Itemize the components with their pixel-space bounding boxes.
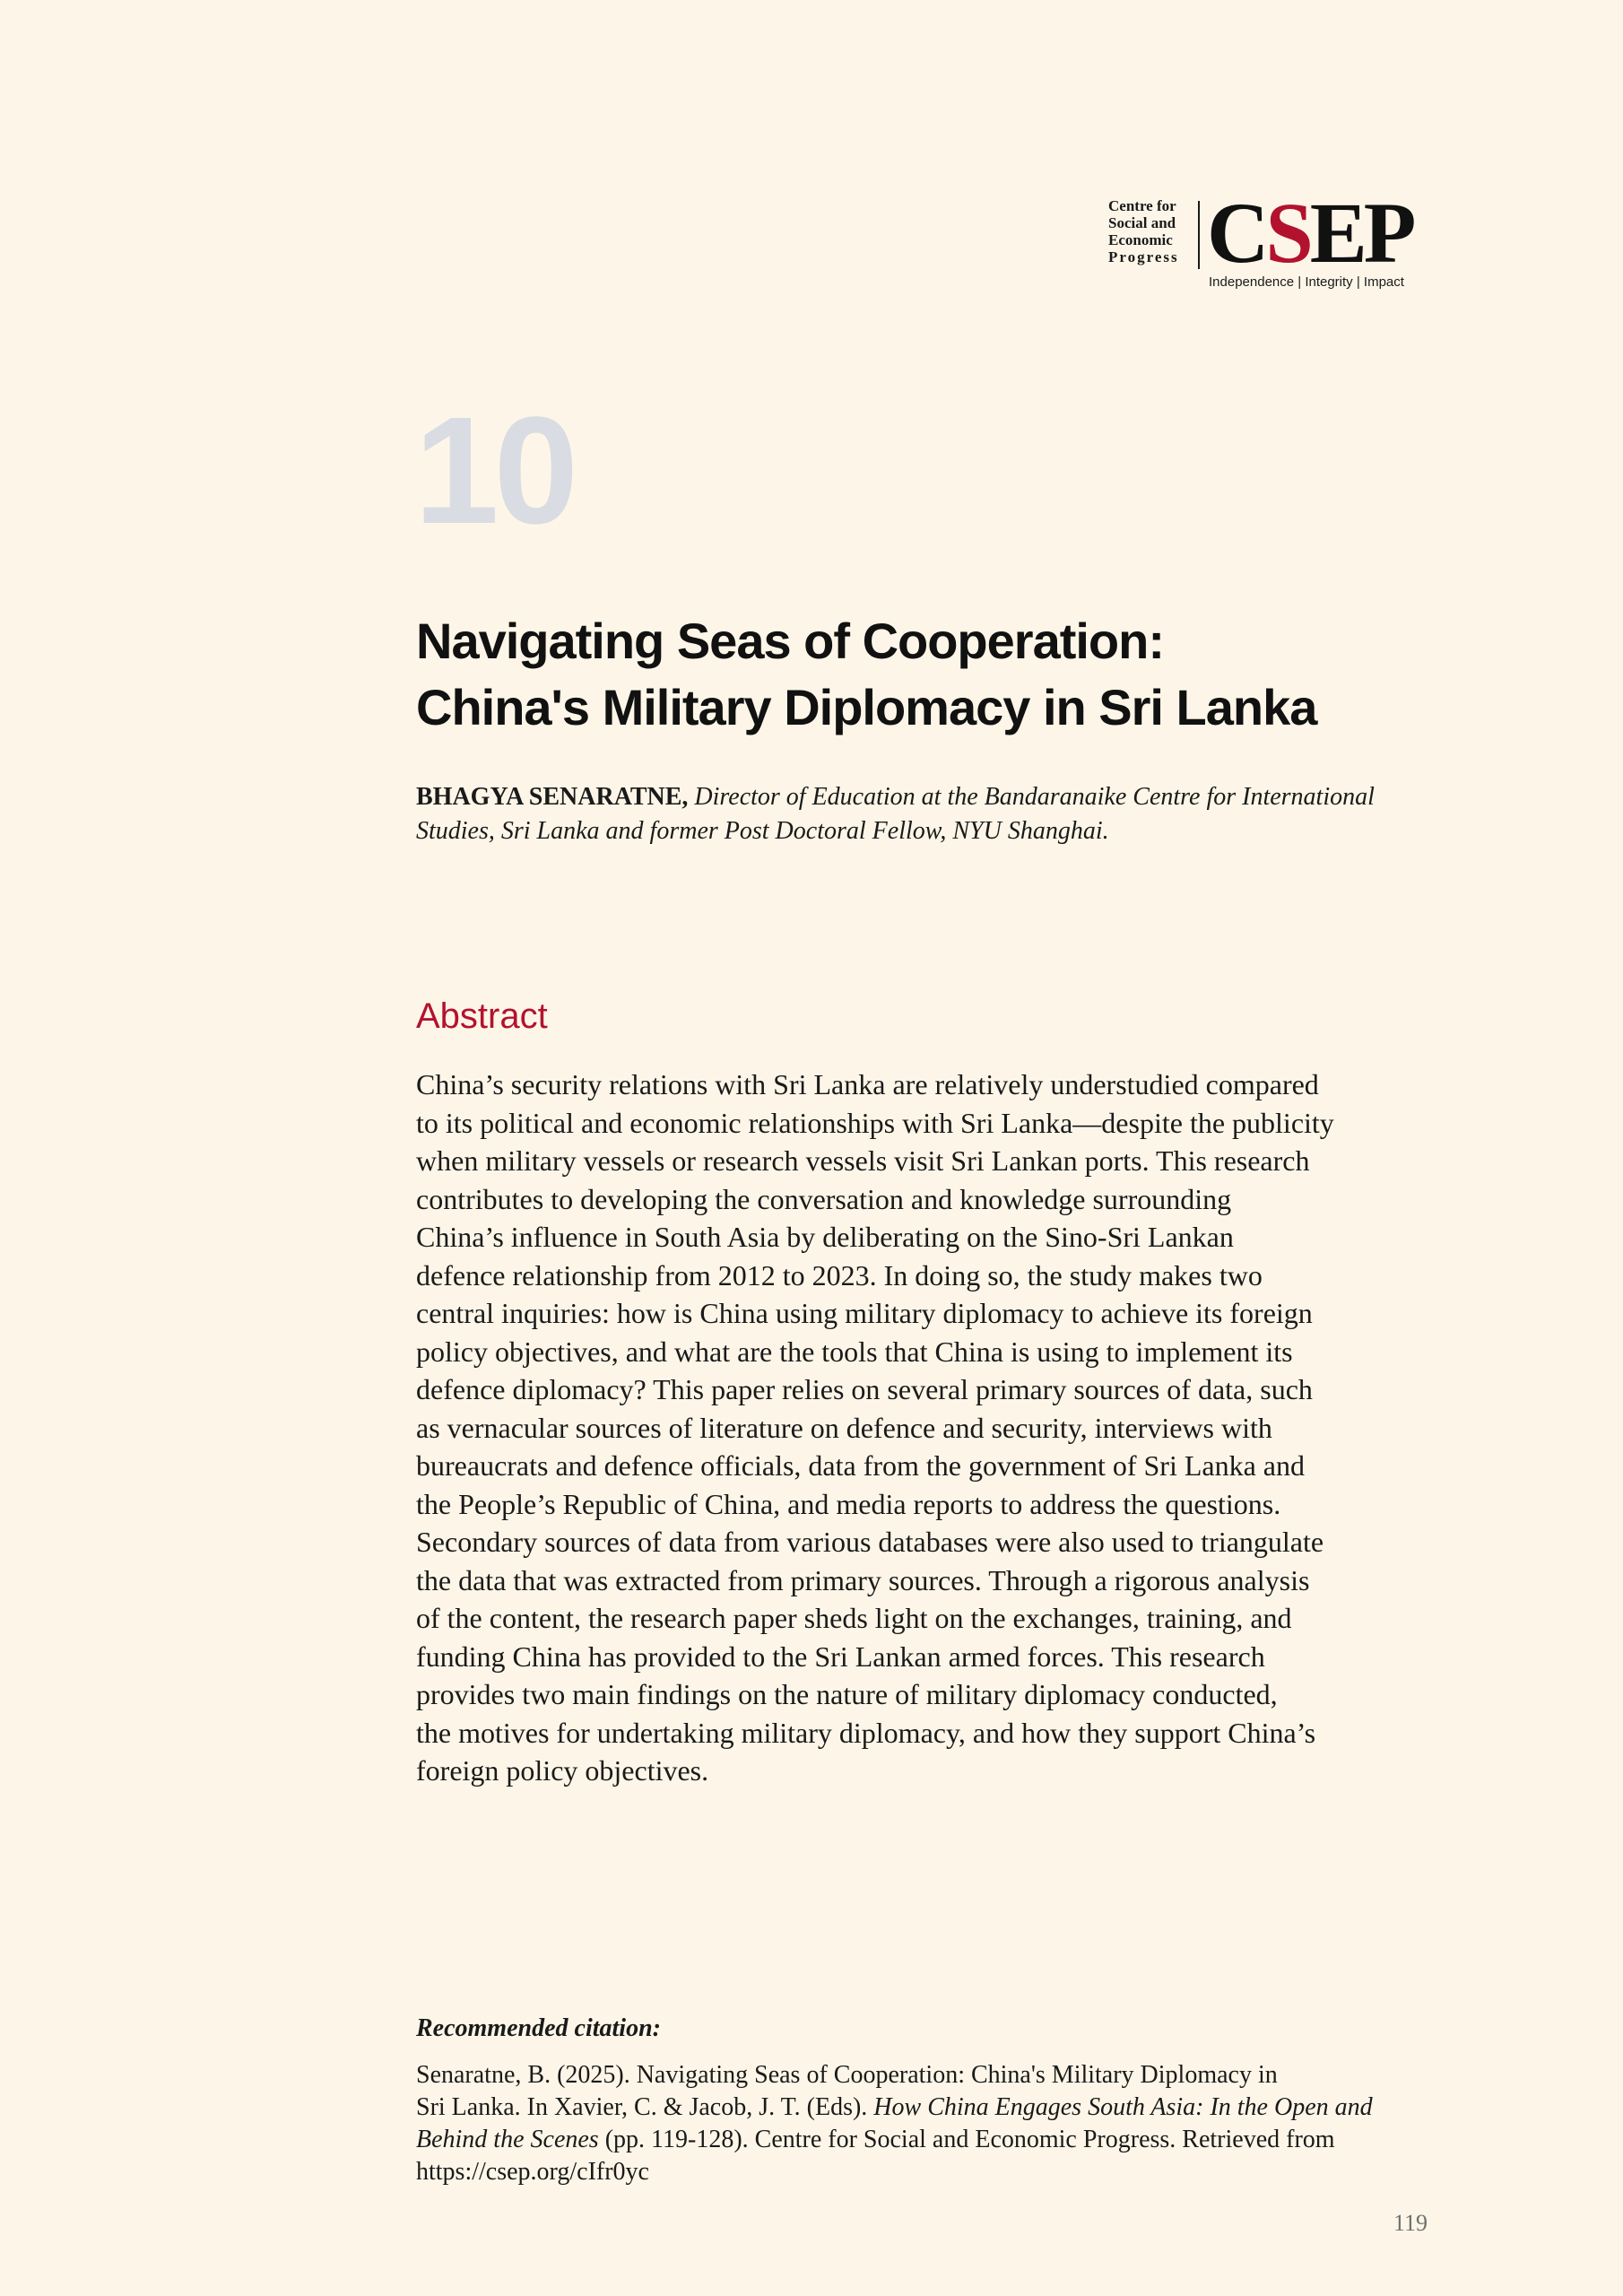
abstract-line: China’s security relations with Sri Lanka are relatively understudied compared xyxy=(416,1068,1319,1100)
abstract-line: policy objectives, and what are the tools that China is using to implement its xyxy=(416,1335,1293,1368)
abstract-line: Secondary sources of data from various databases were also used to triangulate xyxy=(416,1526,1324,1558)
page-number: 119 xyxy=(1393,2210,1428,2236)
abstract-line: the People’s Republic of China, and media reports to address the questions. xyxy=(416,1487,1281,1520)
logo-org-line: Social and xyxy=(1108,214,1176,231)
citation-url: https://csep.org/cIfr0yc xyxy=(416,2158,649,2186)
citation-text: Sri Lanka. In Xavier, C. & Jacob, J. T. (Eds). xyxy=(416,2093,874,2121)
logo-wordmark xyxy=(1207,185,1413,281)
logo-org-line: Progress xyxy=(1108,248,1179,265)
abstract-line: defence diplomacy? This paper relies on several primary sources of data, such xyxy=(416,1373,1313,1405)
logo-letter-e: E xyxy=(1309,185,1364,281)
logo-letter-p: P xyxy=(1363,185,1413,281)
csep-logo xyxy=(1108,185,1431,296)
abstract-line: the motives for undertaking military diplomacy, and how they support China’s xyxy=(416,1716,1316,1749)
chapter-title-line: China's Military Diplomacy in Sri Lanka xyxy=(416,679,1317,735)
abstract-line: of the content, the research paper sheds light on the exchanges, training, and xyxy=(416,1602,1292,1634)
logo-org-line: Economic xyxy=(1108,231,1173,248)
author-name: BHAGYA SENARATNE, xyxy=(416,783,689,811)
abstract-line: contributes to developing the conversation and knowledge surrounding xyxy=(416,1182,1232,1215)
abstract-line: the data that was extracted from primary sources. Through a rigorous analysis xyxy=(416,1563,1310,1596)
abstract-heading: Abstract xyxy=(416,996,548,1036)
abstract-line: defence relationship from 2012 to 2023. In doing so, the study makes two xyxy=(416,1258,1263,1292)
citation-heading: Recommended citation: xyxy=(416,2014,661,2042)
chapter-title xyxy=(416,608,1447,741)
abstract-body xyxy=(416,1065,1420,1790)
citation-line: Senaratne, B. (2025). Navigating Seas of Cooperation: China's Military Diplomacy in xyxy=(416,2061,1278,2089)
logo-letter-s: S xyxy=(1265,185,1310,281)
abstract-line: to its political and economic relationships with Sri Lanka—despite the publicity xyxy=(416,1106,1334,1139)
chapter-title-line: Navigating Seas of Cooperation: xyxy=(416,613,1164,669)
logo-org-line: Centre for xyxy=(1108,197,1176,214)
abstract-line: when military vessels or research vessels visit Sri Lankan ports. This research xyxy=(416,1144,1310,1177)
abstract-line: China’s influence in South Asia by deliberating on the Sino-Sri Lankan xyxy=(416,1221,1234,1253)
logo-divider xyxy=(1198,201,1200,269)
author-block xyxy=(416,780,1438,848)
logo-tagline: Independence | Integrity | Impact xyxy=(1209,274,1404,290)
logo-letter-c: C xyxy=(1207,185,1266,281)
abstract-line: bureaucrats and defence officials, data from the government of Sri Lanka and xyxy=(416,1449,1305,1482)
abstract-line: provides two main findings on the nature of military diplomacy conducted, xyxy=(416,1678,1278,1710)
citation-body xyxy=(416,2059,1438,2188)
citation-book-title: How China Engages South Asia: In the Open and xyxy=(873,2093,1373,2121)
abstract-line: as vernacular sources of literature on defence and security, interviews with xyxy=(416,1411,1272,1444)
citation-line xyxy=(416,2124,1438,2156)
citation-book-title: Behind the Scenes xyxy=(416,2126,599,2153)
abstract-line: foreign policy objectives. xyxy=(416,1754,709,1787)
citation-text: (pp. 119-128). Centre for Social and Economic Progress. Retrieved from xyxy=(598,2126,1335,2153)
citation-line xyxy=(416,2092,1438,2124)
chapter-number: 10 xyxy=(414,386,574,556)
author-affiliation: Director of Education at the Bandaranaike Centre for International Studies, Sri Lanka and former Post Doctoral Fellow, NYU Shanghai. xyxy=(416,783,1375,845)
abstract-line: funding China has provided to the Sri Lankan armed forces. This research xyxy=(416,1639,1265,1673)
abstract-line: central inquiries: how is China using military diplomacy to achieve its foreign xyxy=(416,1297,1313,1329)
logo-org-name xyxy=(1108,197,1198,265)
